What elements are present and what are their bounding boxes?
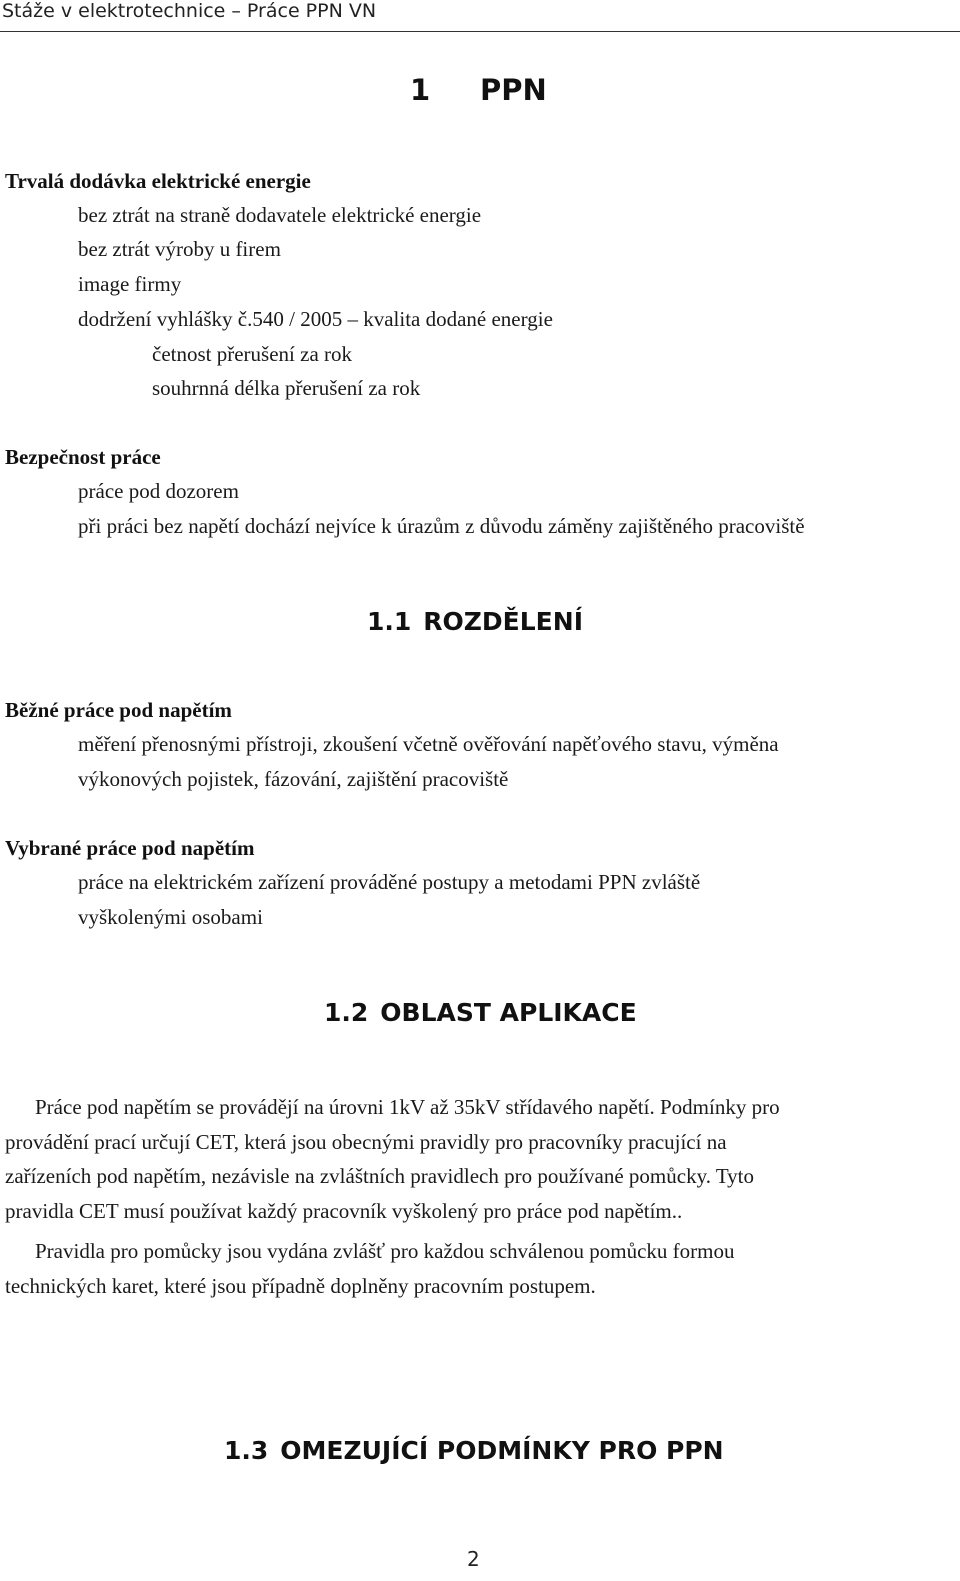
subsection-number: 1.3: [224, 1436, 269, 1465]
list-item: práce pod dozorem: [78, 479, 239, 503]
bezne-prace-title: Běžné práce pod napětím: [5, 698, 232, 722]
list-item: při práci bez napětí dochází nejvíce k úrazům z důvodu záměny zajištěného pracoviště: [78, 514, 805, 538]
paragraph-line: Pravidla pro pomůcky jsou vydána zvlášť pro každou schválenou pomůcku formou: [35, 1239, 735, 1263]
subsection-title: OBLAST APLIKACE: [380, 998, 637, 1027]
section-dodavka-title: Trvalá dodávka elektrické energie: [5, 169, 311, 193]
subsection-heading-omezujici-podminky: [224, 1434, 724, 1468]
section-bezpecnost-title: Bezpečnost práce: [5, 445, 161, 469]
vybrane-prace-title: Vybrané práce pod napětím: [5, 836, 255, 860]
subsection-number: 1.2: [324, 998, 369, 1027]
list-item: bez ztrát výroby u firem: [78, 237, 281, 261]
list-item: bez ztrát na straně dodavatele elektrické energie: [78, 203, 482, 227]
page-number: 2: [467, 1547, 480, 1571]
paragraph-line: pravidla CET musí používat každý pracovník vyškolený pro práce pod napětím..: [5, 1199, 683, 1223]
paragraph-line: měření přenosnými přístroji, zkoušení včetně ověřování napěťového stavu, výměna: [78, 732, 779, 756]
running-header-title: Stáže v elektrotechnice – Práce PPN VN: [2, 0, 377, 22]
chapter-heading: [410, 70, 547, 110]
paragraph-line: výkonových pojistek, fázování, zajištění pracoviště: [78, 767, 509, 791]
subsection-heading-oblast-aplikace: [324, 996, 637, 1030]
sub-list-item: souhrnná délka přerušení za rok: [152, 376, 421, 400]
paragraph-line: provádění prací určují CET, která jsou obecnými pravidly pro pracovníky pracující na: [5, 1130, 727, 1154]
chapter-number: 1: [410, 73, 431, 107]
subsection-title: ROZDĚLENÍ: [423, 607, 583, 636]
paragraph-line: vyškolenými osobami: [78, 905, 263, 929]
list-item: image firmy: [78, 272, 182, 296]
paragraph-line: technických karet, které jsou případně doplněny pracovním postupem.: [5, 1274, 596, 1298]
paragraph-line: práce na elektrickém zařízení prováděné postupy a metodami PPN zvláště: [78, 870, 701, 894]
chapter-title: PPN: [480, 73, 547, 107]
paragraph-line: Práce pod napětím se provádějí na úrovni 1kV až 35kV střídavého napětí. Podmínky pro: [35, 1095, 780, 1119]
running-header: [0, 0, 960, 32]
subsection-number: 1.1: [367, 607, 412, 636]
subsection-heading-rozdeleni: [367, 605, 583, 639]
subsection-title: OMEZUJÍCÍ PODMÍNKY PRO PPN: [280, 1436, 724, 1465]
sub-list-item: četnost přerušení za rok: [152, 342, 353, 366]
list-item: dodržení vyhlášky č.540 / 2005 – kvalita dodané energie: [78, 307, 553, 331]
paragraph-line: zařízeních pod napětím, nezávisle na zvláštních pravidlech pro používané pomůcky. Tyto: [5, 1164, 755, 1188]
